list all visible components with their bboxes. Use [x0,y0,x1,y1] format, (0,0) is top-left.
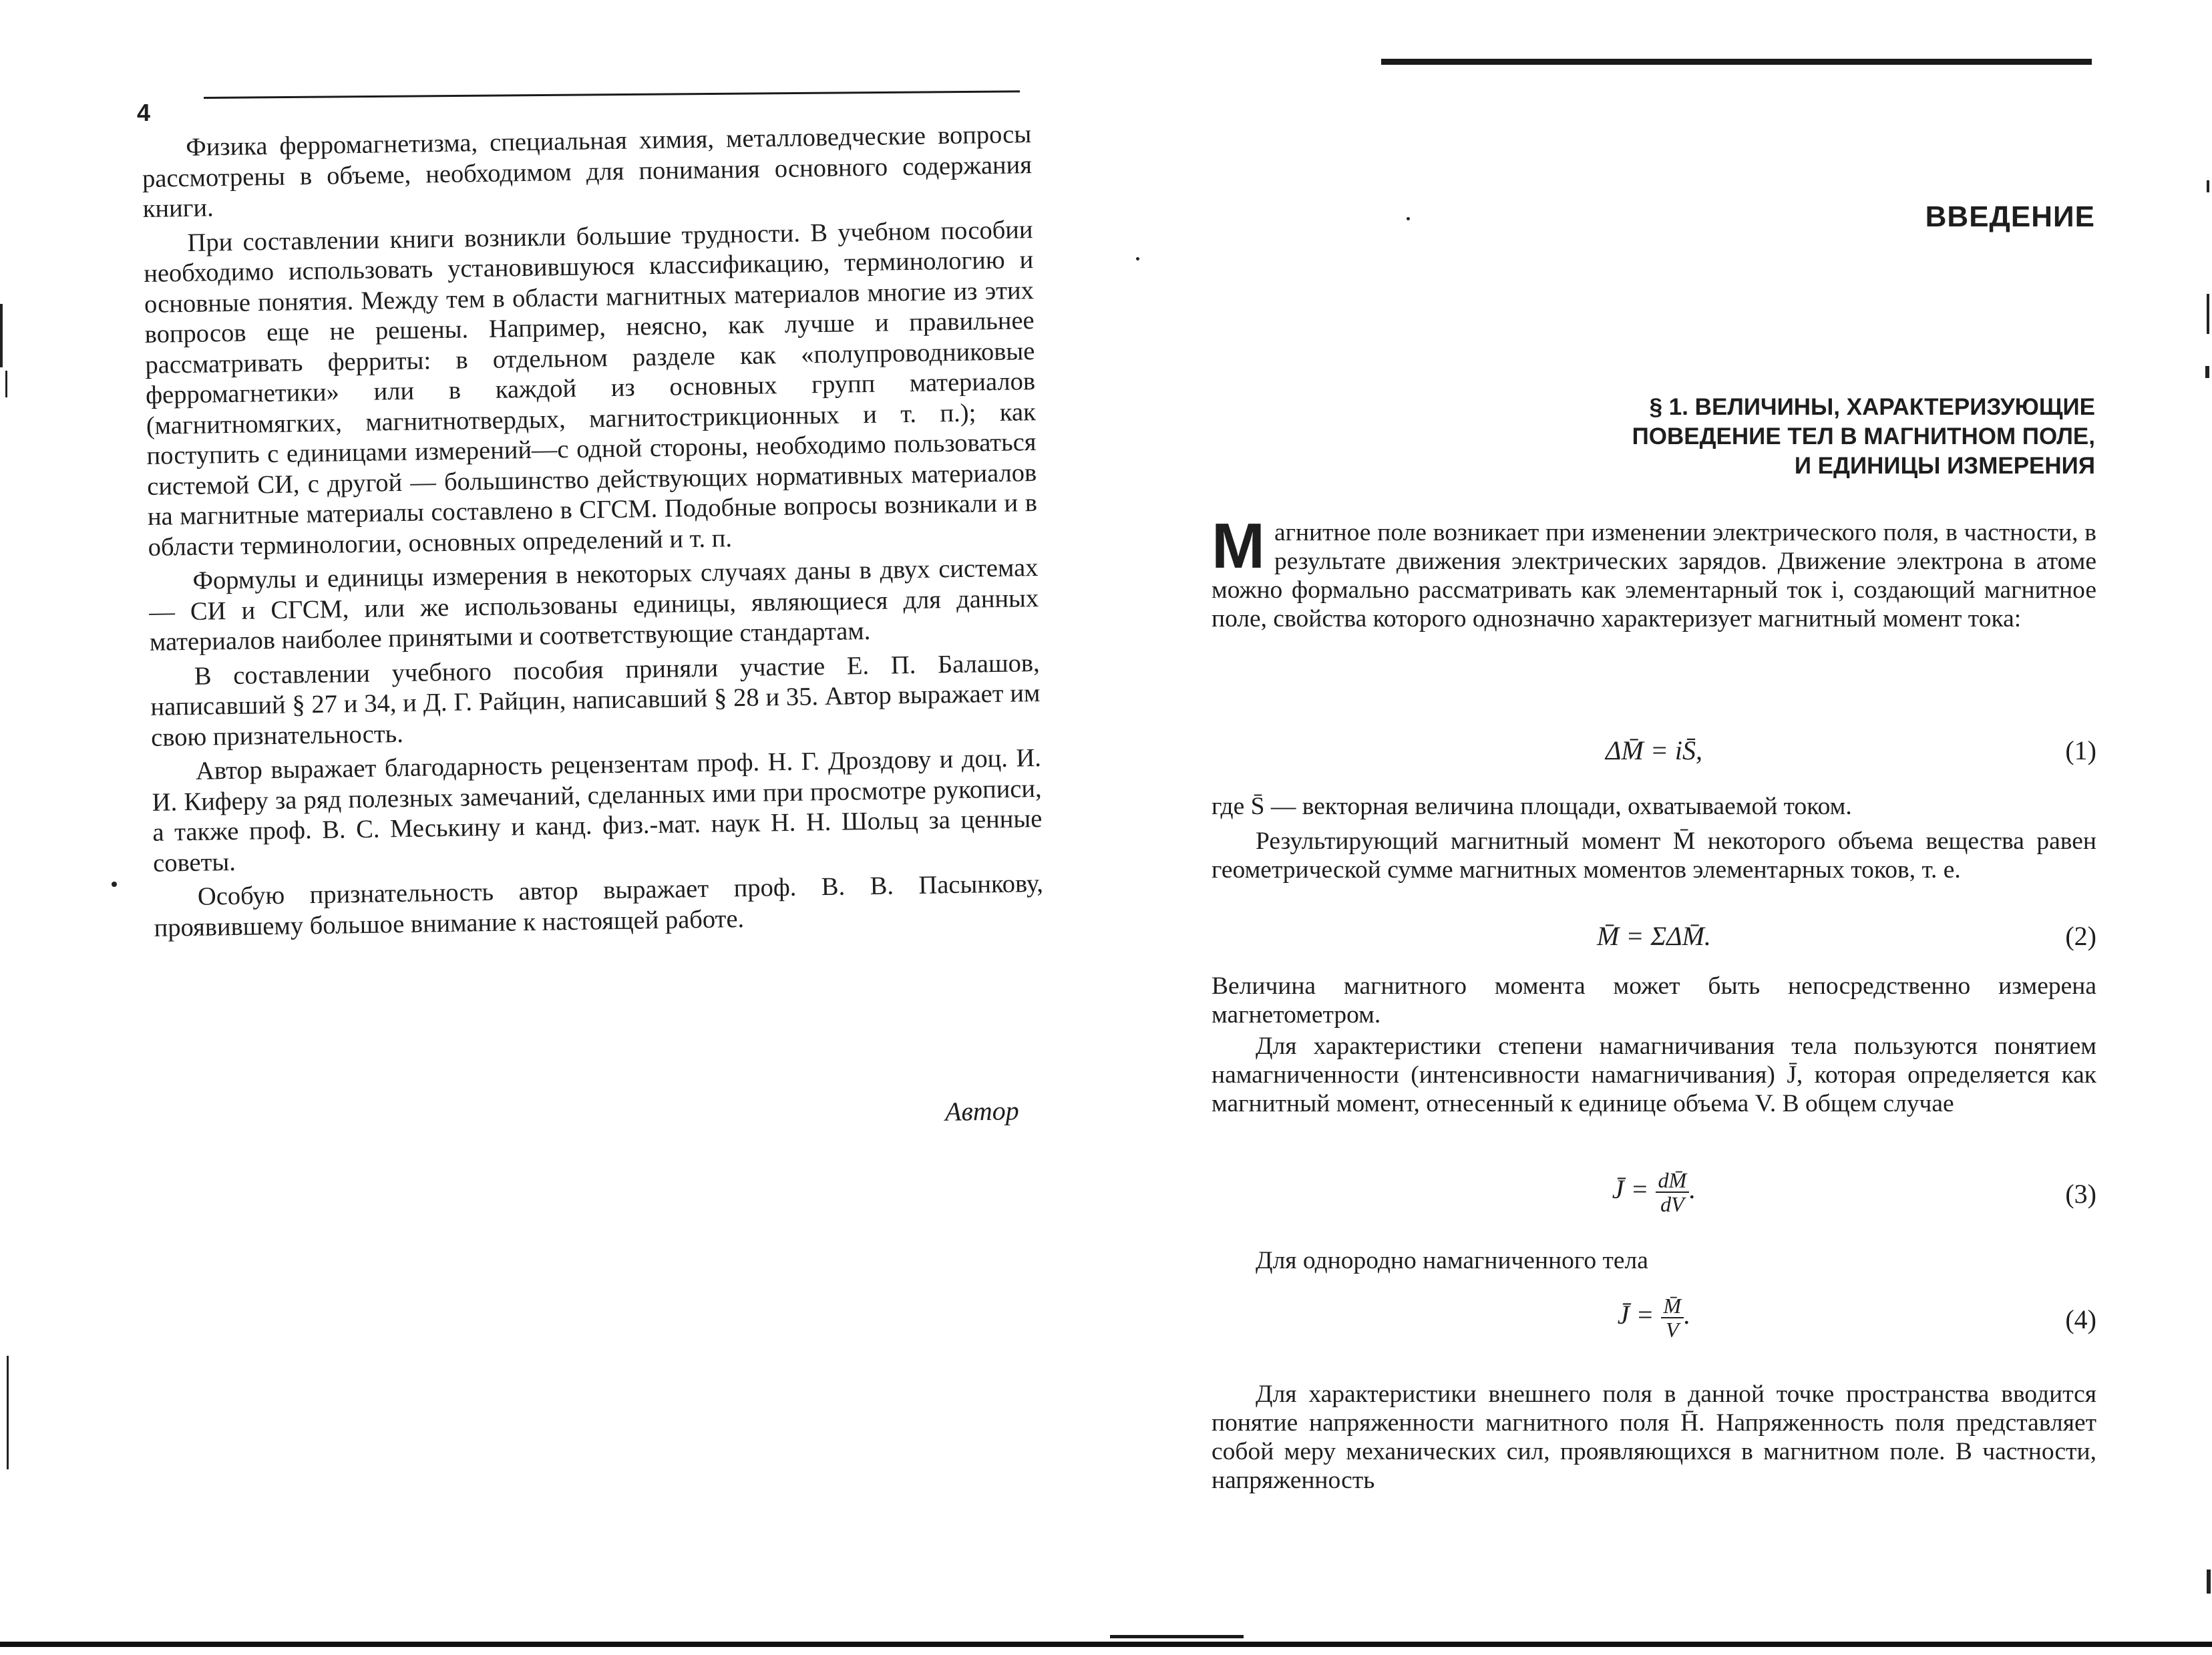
text-block [1212,972,2096,1029]
equation-number: (4) [2065,1304,2096,1334]
text-block [1212,1032,2096,1118]
scan-mark [2205,366,2209,378]
signature-author: Автор [944,1095,1020,1127]
paragraph: Автор выражает благодарность рецензентам проф. Н. Г. Дроздову и доц. И. И. Киферу за ряд полезных замечаний, сделанных ими при просмотре рукописи, а также проф. В. С. Меськину и канд. физ.-мат. наук Н. Н. Шольц за ценные советы. [152,743,1043,878]
scan-bottom-edge-segment [1110,1635,1244,1638]
paragraph: Величина магнитного момента может быть непосредственно измерена магнетометром. [1212,972,2096,1029]
equation-1 [1212,735,2096,772]
paragraph: При составлении книги возникли большие трудности. В учебном пособии необходимо использовать установившуюся классификацию, терминологию и основные понятия. Между тем в области магнитных материалов многие из этих вопросов еще не решены. Например, неясно, как лучше и правильнее рассматривать ферриты: в отдельном разделе как «полупроводниковые ферромагнетики» или в каждой из основных групп материалов (магнитномягких, магнитнотвердых, магнитострикционных и т. п.); как поступить с единицами измерений—с одной стороны, необходимо пользоваться системой СИ, с другой — большинство действующих нормативных материалов на магнитные материалы составлено в СГСМ. Подобные вопросы возникали и в области терминологии, основных определений и т. п. [143,215,1038,562]
equation-number: (3) [2065,1179,2096,1209]
section-heading-line: ПОВЕДЕНИЕ ТЕЛ В МАГНИТНОМ ПОЛЕ, [1632,423,2095,449]
intro-paragraph [1212,510,2096,633]
header-rule-right [1381,59,2092,65]
paragraph: где S̄ — векторная величина площади, охватываемой током. [1212,793,1852,820]
paragraph: Для однородно намагниченного тела [1256,1247,1648,1274]
equation-tail: . [1684,1300,1691,1330]
chapter-title: ВВЕДЕНИЕ [1925,200,2095,233]
scan-bottom-edge [0,1642,2212,1647]
header-rule-left [204,90,1020,99]
scan-mark [1407,217,1410,220]
equation-4 [1212,1294,2096,1348]
equation-lhs: J̄ = [1617,1300,1654,1330]
equation-2 [1212,920,2096,958]
scan-mark [2207,1570,2211,1594]
paragraph: Результирующий магнитный момент M̄ некоторого объема вещества равен геометрической сумме магнитных моментов элементарных токов, т. е. [1212,828,2096,884]
equation-expression: M̄ = ΣΔM̄. [1597,921,1711,951]
fraction-numerator: dM̄ [1656,1169,1690,1193]
scan-mark [5,371,7,397]
fraction-denominator: dV [1660,1192,1684,1216]
fraction-denominator: V [1666,1318,1679,1342]
section-heading [1427,393,2095,481]
fraction [1656,1169,1690,1216]
section-heading-line: И ЕДИНИЦЫ ИЗМЕРЕНИЯ [1794,453,2095,479]
scan-mark [7,1356,9,1469]
scan-mark [2207,180,2209,192]
paragraph: Особую признательность автор выражает проф. В. В. Пасынкову, проявившему большое внимание к настоящей работе. [154,869,1044,942]
text-block [1212,792,2096,821]
text-block [1212,1380,2096,1495]
equation-lhs: J̄ = [1612,1174,1649,1205]
right-page [1106,0,2212,1655]
scan-mark [112,882,117,887]
scan-mark [2207,294,2209,334]
scan-mark [1136,257,1139,260]
equation-number: (1) [2065,735,2096,765]
paragraph: Для характеристики внешнего поля в данной точке пространства вводится понятие напряженности магнитного поля H̄. Напряженность поля представляет собой меру механических сил, проявляющихся в магнитном поле. В частности, напряженность [1212,1381,2096,1494]
drop-cap: М [1212,510,1265,582]
scan-mark [0,304,3,367]
fraction [1661,1294,1684,1341]
text-block [1212,827,2096,884]
equation-expression: ΔM̄ = iS̄, [1606,735,1702,765]
paragraph: Для характеристики степени намагничивания тела пользуются понятием намагниченности (интенсивности намагничивания) J̄, которая определяется как магнитный момент, отнесенный к единице объема V. В общем случае [1212,1033,2096,1117]
fraction-numerator: M̄ [1661,1294,1684,1318]
page-number: 4 [137,99,151,126]
paragraph: Физика ферромагнетизма, специальная химия, металловедческие вопросы рассмотрены в объеме, необходимом для понимания основного содержания книги. [142,120,1033,223]
paragraph: В составлении учебного пособия приняли участие Е. П. Балашов, написавший § 27 и 34, и Д. Г. Райцин, написавший § 28 и 35. Автор выражает им свою признательность. [150,649,1041,752]
preface-text-column [142,120,1044,944]
section-heading-line: § 1. ВЕЛИЧИНЫ, ХАРАКТЕРИЗУЮЩИЕ [1649,394,2095,420]
equation-tail: . [1689,1174,1696,1205]
intro-text: агнитное поле возникает при изменении электрического поля, в частности, в результате движения электрических зарядов. Движение электрона в атоме можно формально рассматривать как элементарный ток i, создающий магнитное поле, свойства которого однозначно характеризует магнитный момент тока: [1212,519,2096,632]
equation-number: (2) [2065,921,2096,951]
text-block [1212,1246,2096,1275]
equation-3 [1212,1169,2096,1222]
paragraph: Формулы и единицы измерения в некоторых случаях даны в двух системах — СИ и СГСМ, или же использованы единицы, являющиеся для данных материалов наиболее принятыми и соответствующие стандартам. [148,553,1039,657]
